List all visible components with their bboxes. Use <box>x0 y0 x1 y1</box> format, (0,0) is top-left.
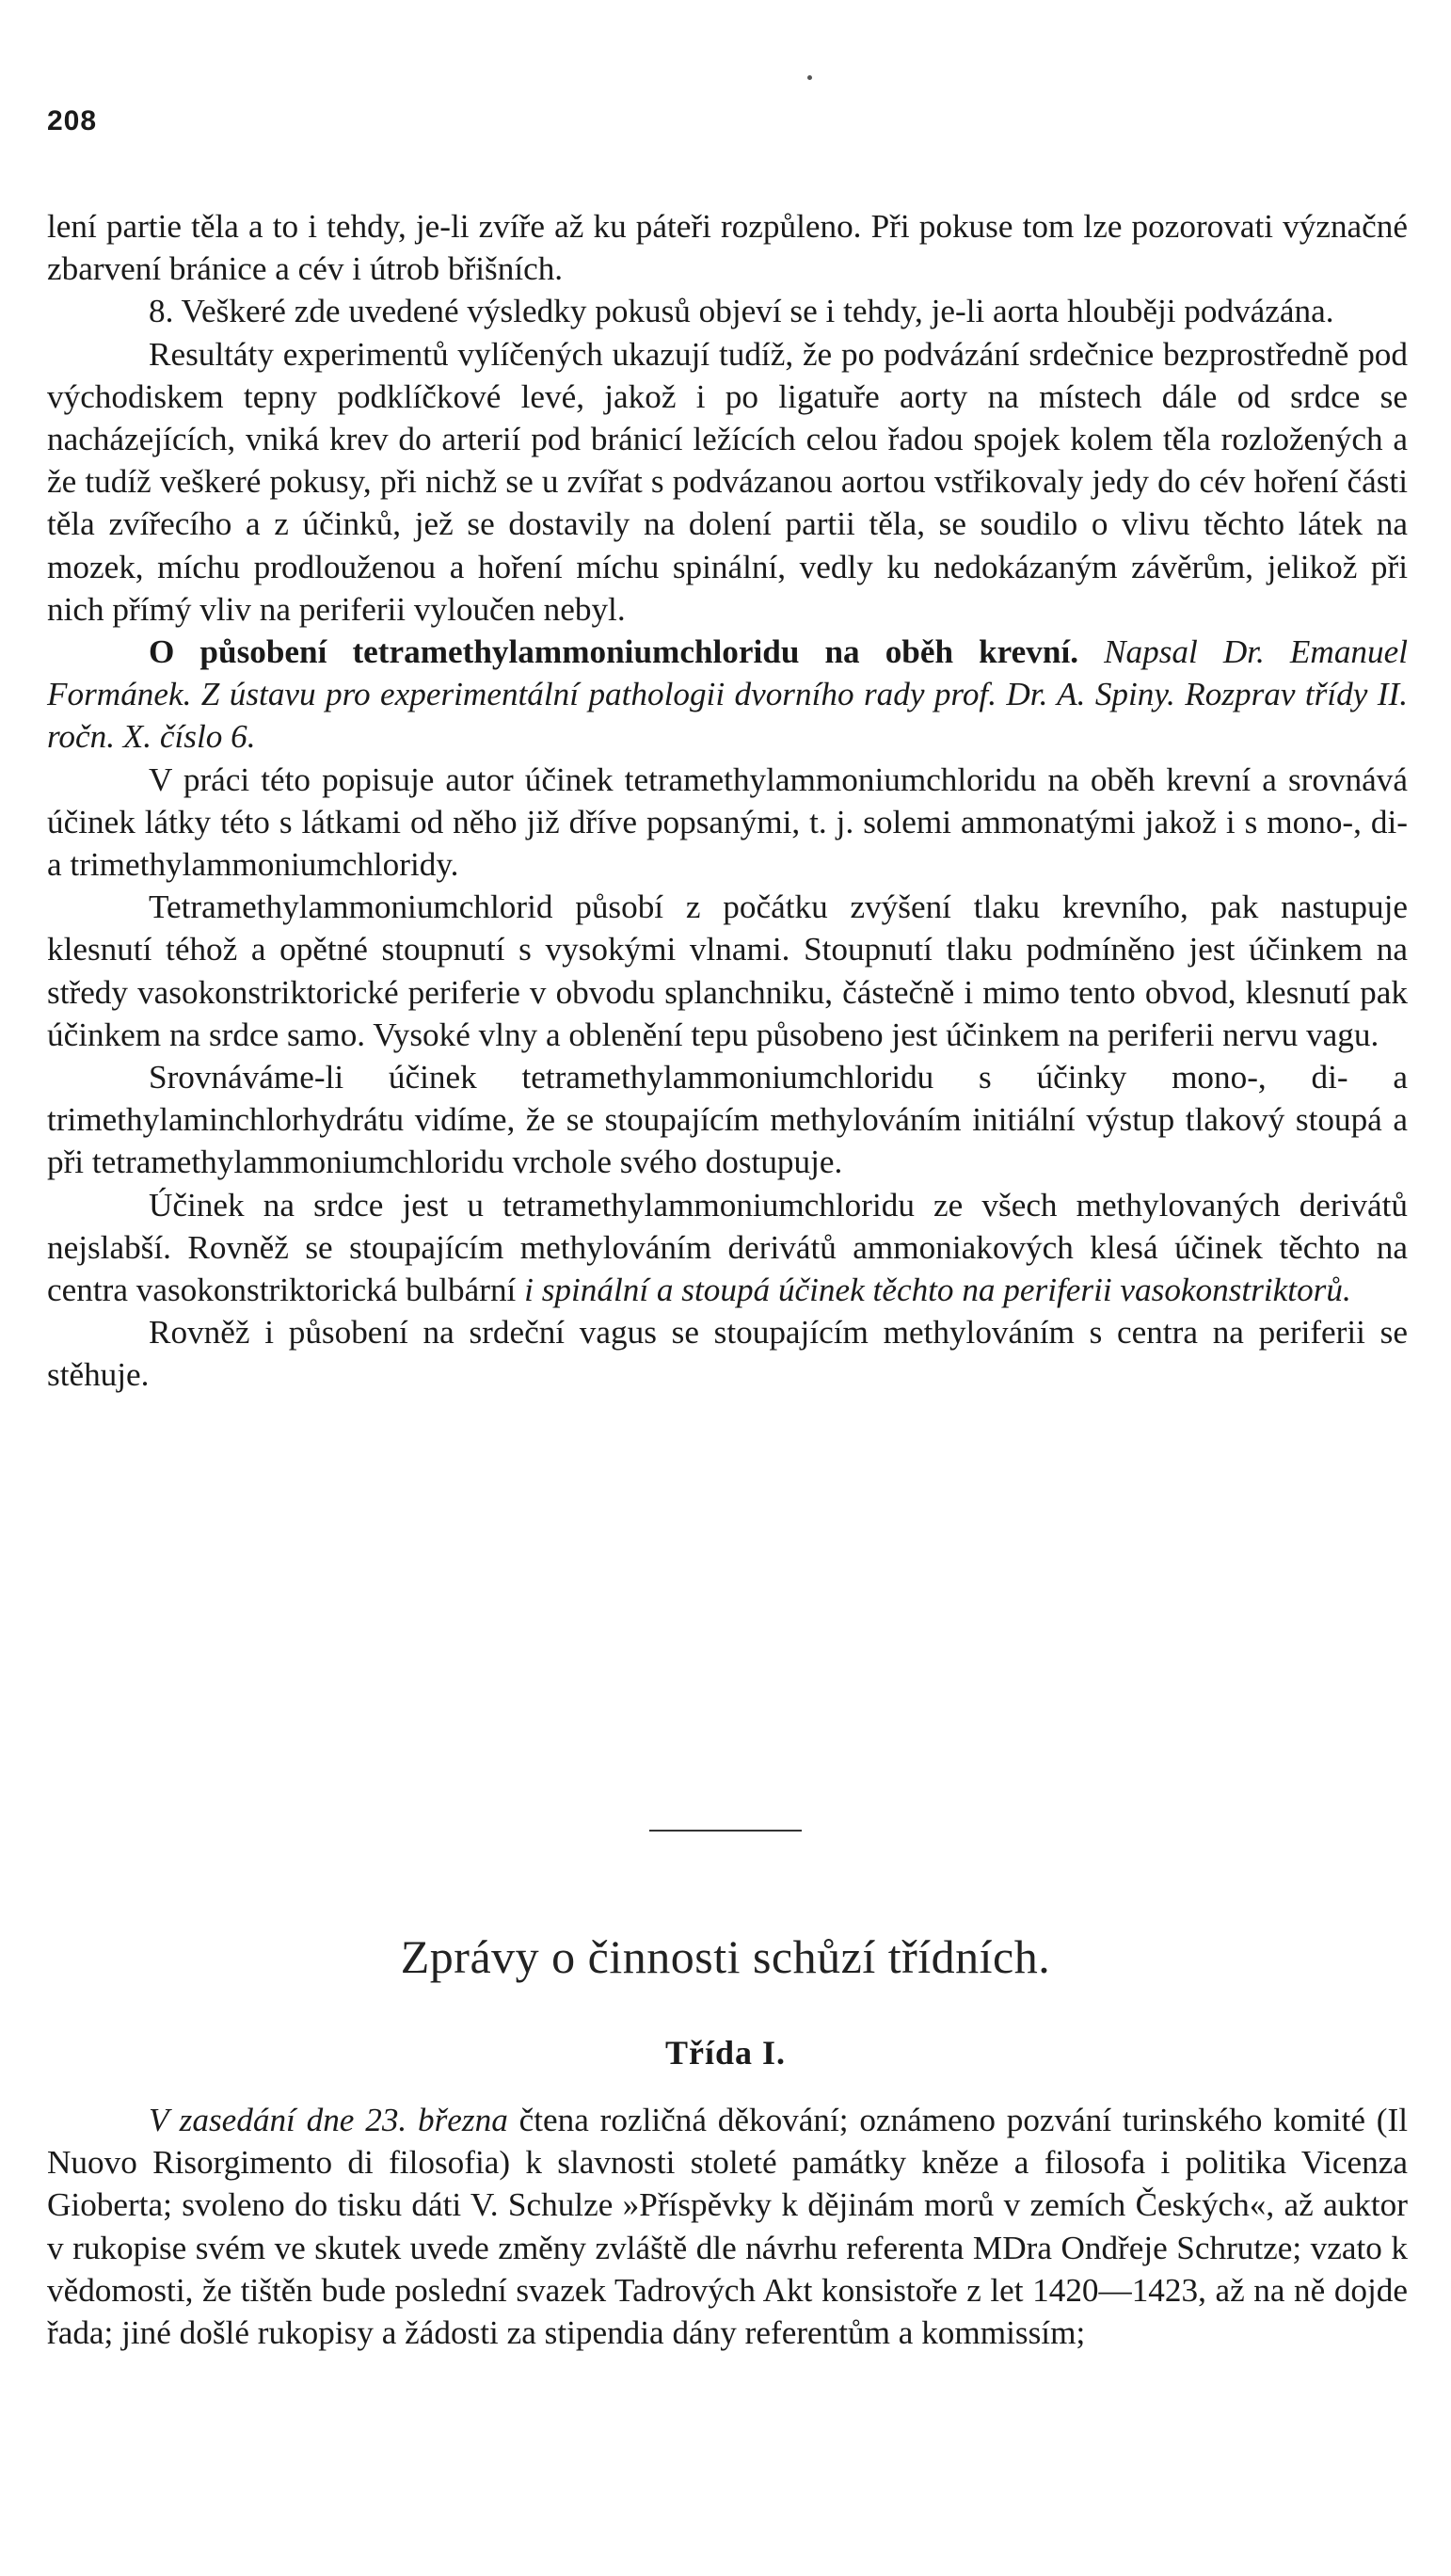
paragraph-heart-effect <box>47 1184 1408 1312</box>
body-text-block <box>47 205 1408 1397</box>
paragraph-results: Resultáty experimentů vylíčených ukazují tudíž, že po podvázání srdečnice bezprostředně pod východiskem tepny podklíčkové levé, jakož i po ligatuře aorty na místech dále od srdce se nacházejících, vniká krev do arterií pod bránicí ležících celou řadou spojek kolem těla rozložených a že tudíž veškeré pokusy, při nichž se u zvířat s podvázanou aortou vstřikovaly jedy do cév hoření části těla zvířecího a z účinků, jež se dostavily na dolení partii těla, se soudilo o vlivu těchto látek na mozek, míchu prodlouženou a hoření míchu spinální, vedly ku nedokázaným závěrům, jelikož při nich přímý vliv na periferii vyloučen nebyl. <box>47 335 1408 628</box>
paragraph-intro: V práci této popisuje autor účinek tetramethylammoniumchloridu na oběh krevní a srovnává účinek látky této s látkami od něho již dříve popsanými, t. j. solemi ammonatými jakož i s mono-, di- a trimethylammoniumchloridy. <box>47 760 1408 884</box>
article-citation: Napsal Dr. Emanuel Formánek. Z ústavu pro experimentální pathologii dvorního rady prof. Dr. A. Spiny. Rozprav třídy II. ročn. X. číslo 6. <box>47 633 1408 756</box>
section-divider <box>649 1830 802 1832</box>
paragraph-comparison: Srovnáváme-li účinek tetramethylammoniumchloridu s účinky mono-, di- a trimethylaminchlorhydrátu vidíme, že se stoupajícím methylováním initiální výstup tlakový stoupá a při tetramethylammoniumchloridu vrchole svého dostupuje. <box>47 1059 1408 1181</box>
section-heading: Zprávy o činnosti schůzí třídních. <box>400 1930 1051 1983</box>
session-report-block <box>47 2099 1408 2354</box>
paragraph-blood-pressure: Tetramethylammoniumchlorid působí z počátku zvýšení tlaku krevního, pak nastupuje klesnutí téhož a opětné stoupnutí s vysokými vlnami. Stoupnutí tlaku podmíněno jest účinkem na středy vasokonstriktorické periferie v obvodu splanchniku, částečně i mimo tento obvod, klesnutí pak účinkem na srdce samo. Vysoké vlny a oblenění tepu působeno jest účinkem na periferii nervu vagu. <box>47 888 1408 1053</box>
paragraph-vagus: Rovněž i působení na srdeční vagus se stoupajícím methylováním s centra na periferii se stěhuje. <box>47 1314 1408 1394</box>
heart-effect-text: Účinek na srdce jest u tetramethylammoniumchloridu ze všech methylovaných derivátů nejslabší. Rovněž se stoupajícím methylováním derivátů ammoniakových klesá účinek těchto na centra vasokonstriktorická bulbární <box>47 1186 1408 1309</box>
session-date: V zasedání dne 23. března <box>149 2102 508 2138</box>
heart-effect-italic: i spinální a stoupá účinek těchto na periferii vasokonstriktorů. <box>524 1272 1351 1309</box>
paragraph-continuation: lení partie těla a to i tehdy, je-li zvíře až ku páteři rozpůleno. Při pokuse tom lze pozorovati význačné zbarvení bránice a cév i útrob břišních. <box>47 208 1408 288</box>
session-text: čtena rozličná děkování; oznámeno pozvání turinského komité (Il Nuovo Risorgimento di filosofia) k slavnosti stoleté památky kněze a filosofa i politika Vicenza Gioberta; svoleno do tisku dáti V. Schulze »Příspěvky k dějinám morů v zemích Českých«, až auktor v rukopise svém ve skutek uvede změny zvláště dle návrhu referenta MDra Ondřeje Schrutze; vzato k vědomosti, že tištěn bude poslední svazek Tadrových Akt konsistoře z let 1420—1423, až na ně dojde řada; jiné došlé rukopisy a žádosti za stipendia dány referentům a kommissím; <box>47 2102 1409 2352</box>
page-number: 208 <box>47 105 98 136</box>
paragraph-session <box>47 2099 1408 2354</box>
article-title: O působení tetramethylammoniumchloridu na oběh krevní. <box>149 633 1079 671</box>
section-subheading: Třída I. <box>664 2034 787 2072</box>
print-speck <box>807 75 812 80</box>
paragraph-point-8: 8. Veškeré zde uvedené výsledky pokusů objeví se i tehdy, je-li aorta hlouběji podvázána. <box>149 293 1334 330</box>
article-header <box>47 631 1408 759</box>
